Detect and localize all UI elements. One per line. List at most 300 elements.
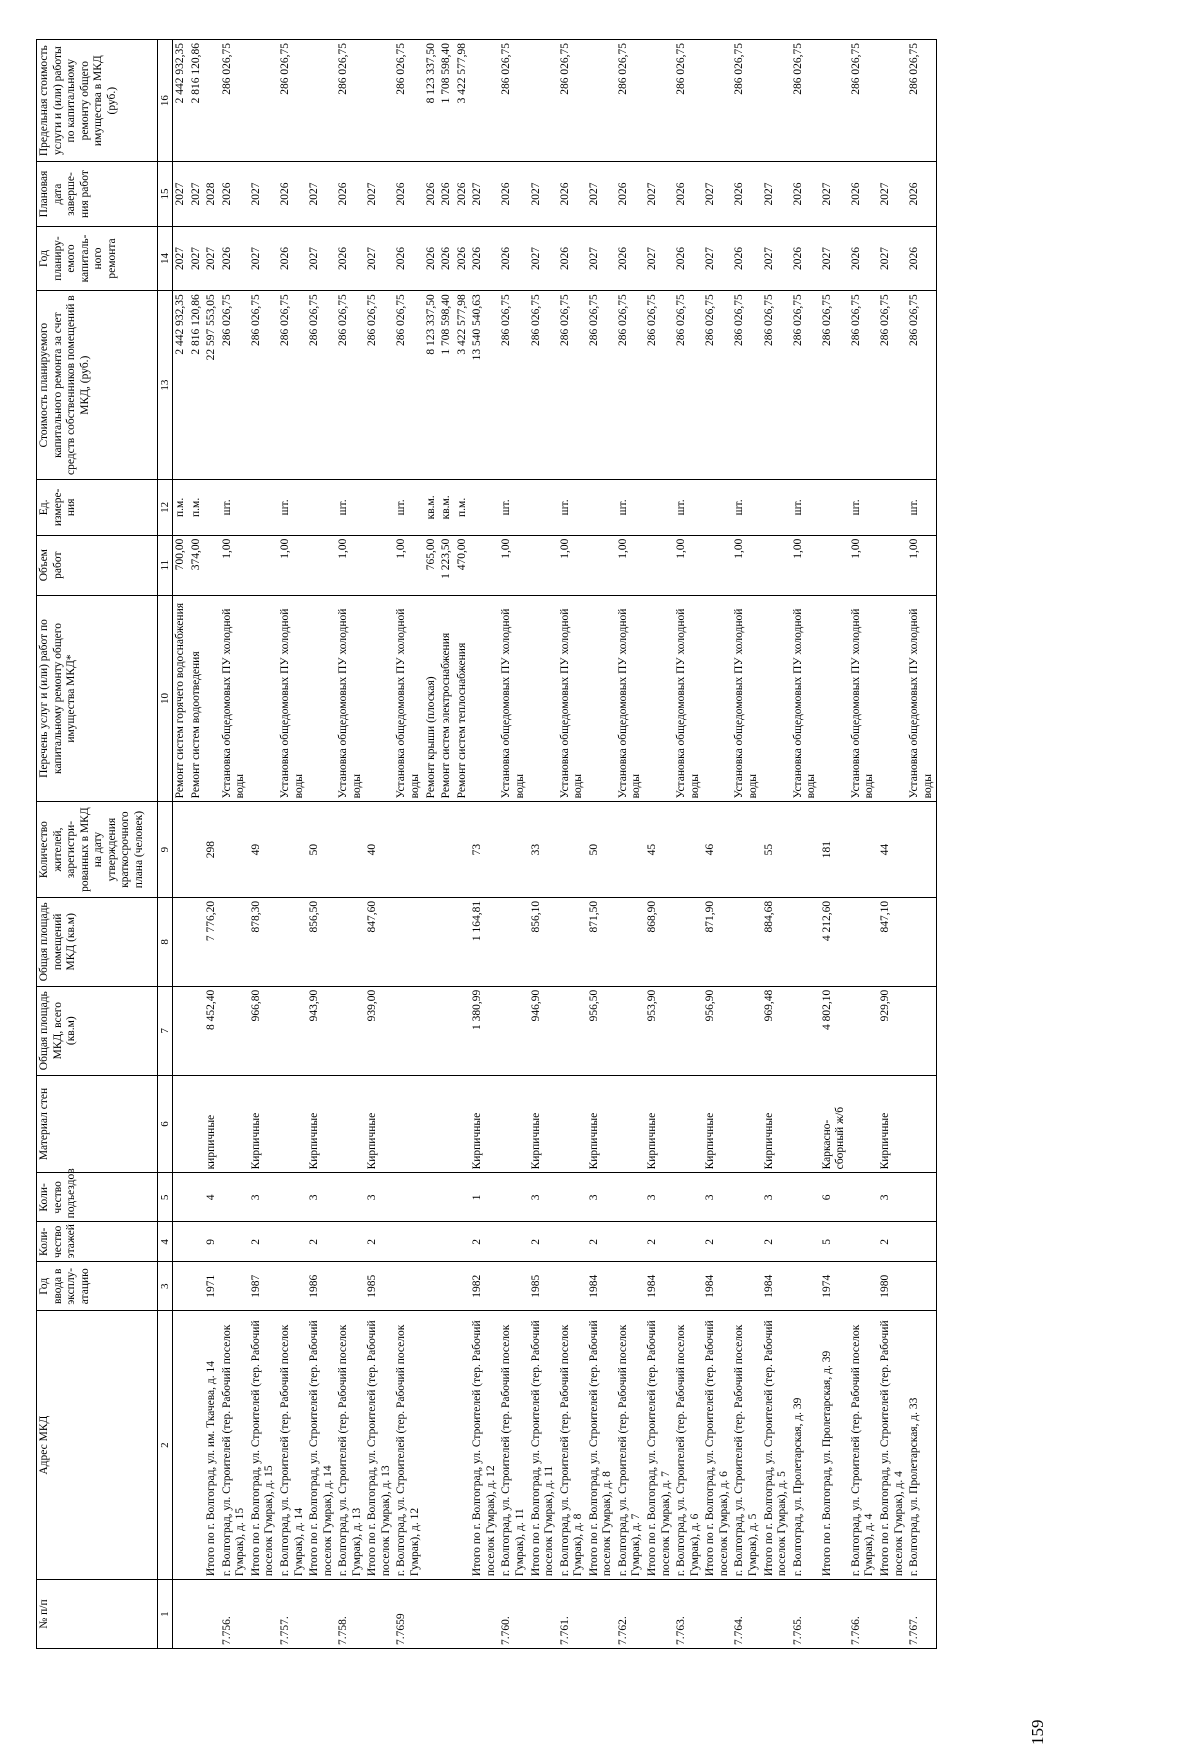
- entrances-cell: 4: [204, 1173, 220, 1222]
- residents-cell: [336, 802, 365, 898]
- premises-area-cell: [278, 897, 307, 986]
- floors-cell: [439, 1222, 455, 1262]
- wall-material-cell: [439, 1075, 455, 1173]
- cost-cell: 286 026,75: [336, 291, 365, 480]
- wall-material-cell: [907, 1075, 937, 1173]
- entrances-cell: 3: [249, 1173, 278, 1222]
- table-row: [762, 40, 791, 1649]
- premises-area-cell: [674, 897, 703, 986]
- unit-cell: шт.: [499, 480, 528, 536]
- premises-area-cell: [173, 897, 189, 986]
- volume-cell: [307, 535, 336, 595]
- volume-cell: 1,00: [394, 535, 423, 595]
- table-row: [394, 40, 423, 1649]
- address-cell: [439, 1311, 455, 1580]
- total-area-cell: [424, 986, 440, 1075]
- volume-cell: 1,00: [499, 535, 528, 595]
- unit-cell: [820, 480, 849, 536]
- residents-cell: 46: [703, 802, 732, 898]
- total-area-cell: 929,90: [878, 986, 907, 1075]
- table-row: [220, 40, 249, 1649]
- work-type-cell: Установка общедомовых ПУ холодной воды: [907, 595, 937, 802]
- total-area-cell: 969,48: [762, 986, 791, 1075]
- work-type-cell: [249, 595, 278, 802]
- total-area-cell: 953,90: [645, 986, 674, 1075]
- premises-area-cell: 1 164,81: [470, 897, 499, 986]
- row-number: 7.763.: [674, 1580, 703, 1649]
- wall-material-cell: [674, 1075, 703, 1173]
- entrances-cell: [674, 1173, 703, 1222]
- year-cell: 1985: [365, 1262, 394, 1311]
- unit-cell: [878, 480, 907, 536]
- floors-cell: [674, 1222, 703, 1262]
- residents-cell: [791, 802, 820, 898]
- address-cell: Итого по г. Волгоград, ул. Строителей (тер. Рабочий поселок Гумрак), д. 13: [365, 1311, 394, 1580]
- wall-material-cell: Кирпичные: [249, 1075, 278, 1173]
- table-row: [616, 40, 645, 1649]
- planned-year-cell: 2026: [616, 226, 645, 290]
- floors-cell: [849, 1222, 878, 1262]
- unit-cell: [529, 480, 558, 536]
- volume-cell: [470, 535, 499, 595]
- total-area-cell: [394, 986, 423, 1075]
- total-area-cell: [616, 986, 645, 1075]
- entrances-cell: 3: [307, 1173, 336, 1222]
- floors-cell: [173, 1222, 189, 1262]
- entrances-cell: 1: [470, 1173, 499, 1222]
- limit-cost-cell: [249, 40, 278, 162]
- floors-cell: 9: [204, 1222, 220, 1262]
- table-row: [204, 40, 220, 1649]
- table-row: [558, 40, 587, 1649]
- premises-area-cell: [336, 897, 365, 986]
- planned-year-cell: 2027: [173, 226, 189, 290]
- address-cell: Итого по г. Волгоград, ул. Строителей (тер. Рабочий поселок Гумрак), д. 12: [470, 1311, 499, 1580]
- cost-cell: 286 026,75: [849, 291, 878, 480]
- premises-area-cell: [394, 897, 423, 986]
- table-row: [455, 40, 471, 1649]
- floors-cell: 2: [762, 1222, 791, 1262]
- entrances-cell: 3: [529, 1173, 558, 1222]
- residents-cell: [907, 802, 937, 898]
- cost-cell: 286 026,75: [907, 291, 937, 480]
- cost-cell: 286 026,75: [645, 291, 674, 480]
- work-type-cell: Ремонт систем теплоснабжения: [455, 595, 471, 802]
- cost-cell: 286 026,75: [762, 291, 791, 480]
- volume-cell: [703, 535, 732, 595]
- row-number: 7.757.: [278, 1580, 307, 1649]
- wall-material-cell: [189, 1075, 205, 1173]
- residents-cell: 73: [470, 802, 499, 898]
- work-type-cell: Установка общедомовых ПУ холодной воды: [674, 595, 703, 802]
- completion-year-cell: 2027: [249, 162, 278, 226]
- premises-area-cell: [220, 897, 249, 986]
- residents-cell: [558, 802, 587, 898]
- year-cell: 1984: [703, 1262, 732, 1311]
- planned-year-cell: 2027: [703, 226, 732, 290]
- total-area-cell: [907, 986, 937, 1075]
- wall-material-cell: [424, 1075, 440, 1173]
- planned-year-cell: 2027: [762, 226, 791, 290]
- work-type-cell: [762, 595, 791, 802]
- residents-cell: [424, 802, 440, 898]
- row-number: [820, 1580, 849, 1649]
- column-number: 12: [158, 480, 173, 536]
- planned-year-cell: 2026: [674, 226, 703, 290]
- column-header: Коли-чество подъездов: [37, 1173, 158, 1222]
- address-cell: [424, 1311, 440, 1580]
- unit-cell: шт.: [616, 480, 645, 536]
- work-type-cell: Ремонт систем водоотведения: [189, 595, 205, 802]
- work-type-cell: Установка общедомовых ПУ холодной воды: [499, 595, 528, 802]
- limit-cost-cell: [470, 40, 499, 162]
- unit-cell: кв.м.: [439, 480, 455, 536]
- planned-year-cell: 2026: [470, 226, 499, 290]
- floors-cell: 2: [703, 1222, 732, 1262]
- entrances-cell: [455, 1173, 471, 1222]
- total-area-cell: 956,50: [587, 986, 616, 1075]
- year-cell: [732, 1262, 761, 1311]
- repair-plan-table: [36, 39, 937, 1649]
- address-cell: г. Волгоград, ул. Строителей (тер. Рабочий поселок Гумрак), д. 12: [394, 1311, 423, 1580]
- row-number: [204, 1580, 220, 1649]
- total-area-cell: [189, 986, 205, 1075]
- completion-year-cell: 2026: [439, 162, 455, 226]
- table-row: [278, 40, 307, 1649]
- floors-cell: 2: [878, 1222, 907, 1262]
- entrances-cell: [394, 1173, 423, 1222]
- wall-material-cell: Каркасно-сборный ж/б: [820, 1075, 849, 1173]
- floors-cell: 2: [365, 1222, 394, 1262]
- total-area-cell: [220, 986, 249, 1075]
- wall-material-cell: [220, 1075, 249, 1173]
- limit-cost-cell: 286 026,75: [394, 40, 423, 162]
- entrances-cell: [424, 1173, 440, 1222]
- row-number: 7.761.: [558, 1580, 587, 1649]
- residents-cell: 45: [645, 802, 674, 898]
- residents-cell: 55: [762, 802, 791, 898]
- floors-cell: 2: [587, 1222, 616, 1262]
- cost-cell: 286 026,75: [587, 291, 616, 480]
- cost-cell: 286 026,75: [558, 291, 587, 480]
- column-header: Плановая дата заверше-ния работ: [37, 162, 158, 226]
- address-cell: Итого по г. Волгоград, ул. Строителей (тер. Рабочий поселок Гумрак), д. 5: [762, 1311, 791, 1580]
- row-number: [307, 1580, 336, 1649]
- premises-area-cell: [849, 897, 878, 986]
- wall-material-cell: Кирпичные: [365, 1075, 394, 1173]
- table-row: [173, 40, 189, 1649]
- total-area-cell: [439, 986, 455, 1075]
- table-row: [907, 40, 937, 1649]
- floors-cell: [907, 1222, 937, 1262]
- completion-year-cell: 2027: [703, 162, 732, 226]
- floors-cell: 2: [249, 1222, 278, 1262]
- residents-cell: [732, 802, 761, 898]
- column-header: Материал стен: [37, 1075, 158, 1173]
- completion-year-cell: 2027: [529, 162, 558, 226]
- residents-cell: 33: [529, 802, 558, 898]
- premises-area-cell: 856,10: [529, 897, 558, 986]
- unit-cell: п.м.: [189, 480, 205, 536]
- wall-material-cell: [173, 1075, 189, 1173]
- table-row: [365, 40, 394, 1649]
- volume-cell: 1,00: [674, 535, 703, 595]
- unit-cell: шт.: [336, 480, 365, 536]
- floors-cell: 2: [470, 1222, 499, 1262]
- planned-year-cell: 2027: [249, 226, 278, 290]
- unit-cell: [204, 480, 220, 536]
- planned-year-cell: 2027: [204, 226, 220, 290]
- completion-year-cell: 2026: [674, 162, 703, 226]
- entrances-cell: [189, 1173, 205, 1222]
- cost-cell: 1 708 598,40: [439, 291, 455, 480]
- entrances-cell: [849, 1173, 878, 1222]
- planned-year-cell: 2026: [791, 226, 820, 290]
- completion-year-cell: 2026: [849, 162, 878, 226]
- table-row: [307, 40, 336, 1649]
- wall-material-cell: [278, 1075, 307, 1173]
- limit-cost-cell: [762, 40, 791, 162]
- cost-cell: 3 422 577,98: [455, 291, 471, 480]
- work-type-cell: [204, 595, 220, 802]
- floors-cell: [394, 1222, 423, 1262]
- volume-cell: 1 223,50: [439, 535, 455, 595]
- cost-cell: 286 026,75: [878, 291, 907, 480]
- volume-cell: [204, 535, 220, 595]
- row-number: 7.758.: [336, 1580, 365, 1649]
- planned-year-cell: 2026: [439, 226, 455, 290]
- unit-cell: п.м.: [173, 480, 189, 536]
- year-cell: 1986: [307, 1262, 336, 1311]
- volume-cell: 1,00: [558, 535, 587, 595]
- residents-cell: [616, 802, 645, 898]
- table-row: [878, 40, 907, 1649]
- row-number: 7.760.: [499, 1580, 528, 1649]
- year-cell: 1984: [762, 1262, 791, 1311]
- limit-cost-cell: [587, 40, 616, 162]
- row-number: 7.7659: [394, 1580, 423, 1649]
- column-header: Объем работ: [37, 535, 158, 595]
- cost-cell: 286 026,75: [365, 291, 394, 480]
- table-row: [791, 40, 820, 1649]
- address-cell: г. Волгоград, ул. Строителей (тер. Рабочий поселок Гумрак), д. 4: [849, 1311, 878, 1580]
- address-cell: Итого по г. Волгоград, ул. Строителей (тер. Рабочий поселок Гумрак), д. 8: [587, 1311, 616, 1580]
- entrances-cell: [791, 1173, 820, 1222]
- planned-year-cell: 2026: [849, 226, 878, 290]
- row-number: [173, 1580, 189, 1649]
- table-row: [499, 40, 528, 1649]
- column-number: 4: [158, 1222, 173, 1262]
- total-area-cell: [499, 986, 528, 1075]
- cost-cell: 286 026,75: [791, 291, 820, 480]
- table-row: [849, 40, 878, 1649]
- entrances-cell: 3: [703, 1173, 732, 1222]
- work-type-cell: [820, 595, 849, 802]
- total-area-cell: 966,80: [249, 986, 278, 1075]
- planned-year-cell: 2026: [278, 226, 307, 290]
- residents-cell: 40: [365, 802, 394, 898]
- floors-cell: [732, 1222, 761, 1262]
- completion-year-cell: 2026: [732, 162, 761, 226]
- year-cell: [394, 1262, 423, 1311]
- work-type-cell: [645, 595, 674, 802]
- volume-cell: 1,00: [336, 535, 365, 595]
- premises-area-cell: [455, 897, 471, 986]
- floors-cell: 2: [645, 1222, 674, 1262]
- completion-year-cell: 2026: [791, 162, 820, 226]
- completion-year-cell: 2026: [907, 162, 937, 226]
- row-number: [249, 1580, 278, 1649]
- work-type-cell: [470, 595, 499, 802]
- wall-material-cell: [336, 1075, 365, 1173]
- limit-cost-cell: 286 026,75: [499, 40, 528, 162]
- work-type-cell: Установка общедомовых ПУ холодной воды: [732, 595, 761, 802]
- completion-year-cell: 2026: [499, 162, 528, 226]
- volume-cell: 1,00: [616, 535, 645, 595]
- row-number: [189, 1580, 205, 1649]
- completion-year-cell: 2026: [558, 162, 587, 226]
- table-row: [703, 40, 732, 1649]
- planned-year-cell: 2027: [587, 226, 616, 290]
- column-number: 3: [158, 1262, 173, 1311]
- wall-material-cell: [499, 1075, 528, 1173]
- volume-cell: [365, 535, 394, 595]
- completion-year-cell: 2027: [189, 162, 205, 226]
- volume-cell: [645, 535, 674, 595]
- residents-cell: [849, 802, 878, 898]
- year-cell: 1984: [587, 1262, 616, 1311]
- unit-cell: шт.: [849, 480, 878, 536]
- total-area-cell: [278, 986, 307, 1075]
- row-number: [645, 1580, 674, 1649]
- planned-year-cell: 2026: [558, 226, 587, 290]
- year-cell: [499, 1262, 528, 1311]
- year-cell: [189, 1262, 205, 1311]
- unit-cell: п.м.: [455, 480, 471, 536]
- table-body: [173, 40, 937, 1649]
- limit-cost-cell: 286 026,75: [907, 40, 937, 162]
- completion-year-cell: 2026: [616, 162, 645, 226]
- planned-year-cell: 2027: [365, 226, 394, 290]
- column-header: Коли-чество этажей: [37, 1222, 158, 1262]
- row-number: [439, 1580, 455, 1649]
- column-number: 2: [158, 1311, 173, 1580]
- limit-cost-cell: 2 442 932,35: [173, 40, 189, 162]
- year-cell: [674, 1262, 703, 1311]
- table-row: [645, 40, 674, 1649]
- total-area-cell: [558, 986, 587, 1075]
- work-type-cell: [703, 595, 732, 802]
- floors-cell: [791, 1222, 820, 1262]
- residents-cell: 49: [249, 802, 278, 898]
- row-number: [703, 1580, 732, 1649]
- work-type-cell: [307, 595, 336, 802]
- work-type-cell: Установка общедомовых ПУ холодной воды: [616, 595, 645, 802]
- residents-cell: 50: [587, 802, 616, 898]
- unit-cell: [470, 480, 499, 536]
- premises-area-cell: 4 212,60: [820, 897, 849, 986]
- volume-cell: 1,00: [849, 535, 878, 595]
- column-number: 5: [158, 1173, 173, 1222]
- floors-cell: [558, 1222, 587, 1262]
- volume-cell: [529, 535, 558, 595]
- unit-cell: шт.: [278, 480, 307, 536]
- floors-cell: [616, 1222, 645, 1262]
- address-cell: Итого по г. Волгоград, ул. Строителей (тер. Рабочий поселок Гумрак), д. 7: [645, 1311, 674, 1580]
- planned-year-cell: 2027: [529, 226, 558, 290]
- column-header: Перечень услуг и (или) работ по капитальному ремонту общего имущества МКД*: [37, 595, 158, 802]
- limit-cost-cell: [204, 40, 220, 162]
- wall-material-cell: [558, 1075, 587, 1173]
- premises-area-cell: [907, 897, 937, 986]
- column-header: Стоимость планируемого капитального ремонта за счет средств собственников помещений в МКД, (руб.): [37, 291, 158, 480]
- address-cell: г. Волгоград, ул. Пролетарская, д. 33: [907, 1311, 937, 1580]
- address-cell: Итого по г. Волгоград, ул. Строителей (тер. Рабочий поселок Гумрак), д. 14: [307, 1311, 336, 1580]
- completion-year-cell: 2026: [220, 162, 249, 226]
- column-header: № п/п: [37, 1580, 158, 1649]
- premises-area-cell: [791, 897, 820, 986]
- row-number: [455, 1580, 471, 1649]
- table-row: [820, 40, 849, 1649]
- planned-year-cell: 2027: [189, 226, 205, 290]
- entrances-cell: 3: [762, 1173, 791, 1222]
- cost-cell: 286 026,75: [732, 291, 761, 480]
- wall-material-cell: [394, 1075, 423, 1173]
- total-area-cell: 943,90: [307, 986, 336, 1075]
- volume-cell: [820, 535, 849, 595]
- limit-cost-cell: [529, 40, 558, 162]
- wall-material-cell: [616, 1075, 645, 1173]
- entrances-cell: 3: [645, 1173, 674, 1222]
- planned-year-cell: 2026: [394, 226, 423, 290]
- planned-year-cell: 2026: [907, 226, 937, 290]
- year-cell: [424, 1262, 440, 1311]
- row-number: [878, 1580, 907, 1649]
- completion-year-cell: 2027: [307, 162, 336, 226]
- volume-cell: 1,00: [907, 535, 937, 595]
- wall-material-cell: Кирпичные: [645, 1075, 674, 1173]
- column-header: Ед. измере-ния: [37, 480, 158, 536]
- table-row: [424, 40, 440, 1649]
- planned-year-cell: 2027: [878, 226, 907, 290]
- table-header-row: [37, 40, 158, 1649]
- total-area-cell: [674, 986, 703, 1075]
- year-cell: [907, 1262, 937, 1311]
- row-number: [470, 1580, 499, 1649]
- completion-year-cell: 2026: [278, 162, 307, 226]
- address-cell: [455, 1311, 471, 1580]
- cost-cell: 286 026,75: [220, 291, 249, 480]
- entrances-cell: [616, 1173, 645, 1222]
- premises-area-cell: 878,30: [249, 897, 278, 986]
- volume-cell: 700,00: [173, 535, 189, 595]
- residents-cell: [499, 802, 528, 898]
- table-row: [249, 40, 278, 1649]
- year-cell: 1982: [470, 1262, 499, 1311]
- completion-year-cell: 2026: [424, 162, 440, 226]
- completion-year-cell: 2027: [365, 162, 394, 226]
- address-cell: г. Волгоград, ул. Строителей (тер. Рабочий поселок Гумрак), д. 6: [674, 1311, 703, 1580]
- entrances-cell: 3: [878, 1173, 907, 1222]
- work-type-cell: Ремонт систем горячего водоснабжения: [173, 595, 189, 802]
- year-cell: [336, 1262, 365, 1311]
- wall-material-cell: [791, 1075, 820, 1173]
- premises-area-cell: 871,90: [703, 897, 732, 986]
- total-area-cell: 4 802,10: [820, 986, 849, 1075]
- table-row: [529, 40, 558, 1649]
- work-type-cell: [587, 595, 616, 802]
- floors-cell: [189, 1222, 205, 1262]
